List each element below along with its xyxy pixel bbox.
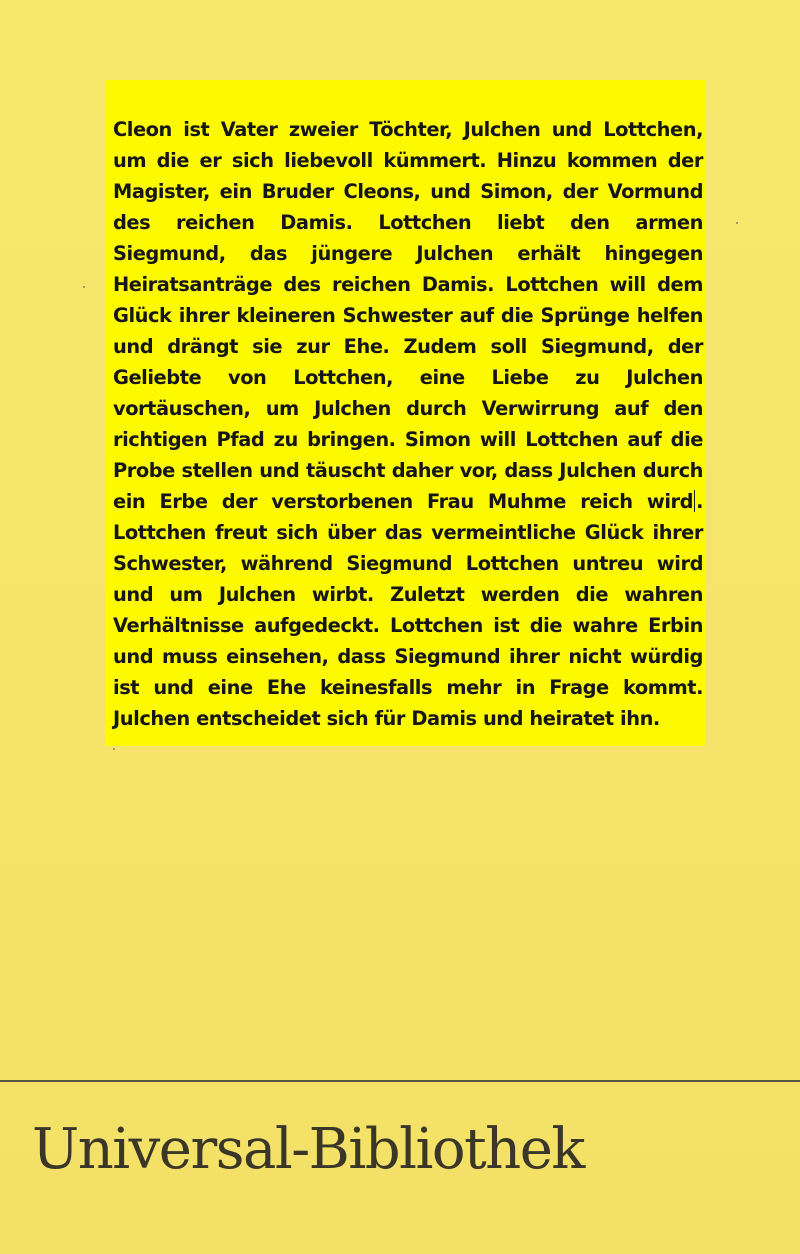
paper-speck [736,222,738,224]
horizontal-divider [0,1080,800,1082]
plot-summary-text[interactable] [113,114,703,734]
series-title: Universal-Bibliothek [32,1117,584,1182]
paper-speck [113,748,115,750]
paper-speck [83,286,85,288]
summary-text-part-2: . Lottchen freut sich über das vermeintliche Glück ihrer Schwester, während Siegmund Lottchen untreu wird und um Julchen wirbt. Zuletzt werden die wahren Verhältnisse aufgedeckt. Lottchen ist die wahre Erbin und muss einsehen, dass Siegmund ihrer nicht würdig ist und eine Ehe keinesfalls mehr in Frage kommt. Julchen entscheidet sich für Damis und heiratet ihn. [113,490,703,730]
highlighted-text-block [105,80,705,746]
text-cursor [694,490,695,512]
summary-text-part-1: Cleon ist Vater zweier Töchter, Julchen und Lottchen, um die er sich liebevoll kümmert. Hinzu kommen der Magister, ein Bruder Cleons, und Simon, der Vormund des reichen Damis. Lottchen liebt den armen Siegmund, das jüngere Julchen erhält hingegen Heiratsanträge des reichen Damis. Lottchen will dem Glück ihrer kleineren Schwester auf die Sprünge helfen und drängt sie zur Ehe. Zudem soll Siegmund, der Geliebte von Lottchen, eine Liebe zu Julchen vortäuschen, um Julchen durch Verwirrung auf den richtigen Pfad zu bringen. Simon will Lottchen auf die Probe stellen und täuscht daher vor, dass Julchen durch ein Erbe der verstorbenen Frau Muhme reich wird [113,118,703,513]
